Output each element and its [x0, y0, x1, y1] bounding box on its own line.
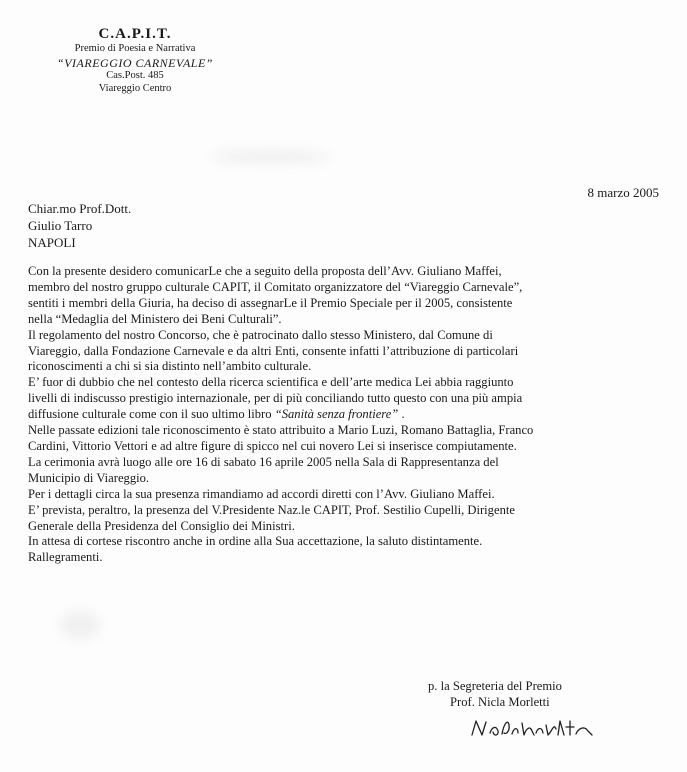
scan-smudge [60, 610, 100, 640]
book-title: “Sanità senza frontiere” [274, 407, 399, 422]
postal-box: Cas.Post. 485 [106, 69, 164, 81]
signatory-name: Prof. Nicla Morletti [450, 695, 550, 709]
body-line: livelli di indiscusso prestigio internazionale, per di più conciliando tutto questo con una più ampia [28, 391, 523, 406]
body-line: La cerimonia avrà luogo alle ore 16 di sabato 16 aprile 2005 nella Sala di Rappresentanza del [28, 454, 499, 469]
letter-body [28, 264, 668, 566]
scan-smudge [210, 150, 330, 164]
prize-description: Premio di Poesia e Narrativa [74, 43, 196, 54]
body-line: membro del nostro gruppo culturale CAPIT, il Comitato organizzatore del “Viareggio Carnevale”, [28, 279, 523, 294]
body-line: nella “Medaglia del Ministero dei Beni Culturali”. [28, 311, 282, 326]
body-line: Cardini, Vittorio Vettori e ad altre figure di spicco nel cui novero Lei si inserisce compiutamente. [28, 438, 517, 453]
body-line: riconoscimenti a chi si sia distinto nell’ambito culturale. [28, 359, 312, 374]
signature-block [428, 678, 562, 710]
recipient-name: Giulio Tarro [28, 218, 93, 233]
body-line: Nelle passate edizioni tale riconoscimento è stato attribuito a Mario Luzi, Romano Battaglia, Franco [28, 423, 534, 438]
recipient-block [28, 200, 131, 251]
organization-name: C.A.P.I.T. [98, 26, 172, 42]
body-line: Rallegramenti. [28, 550, 103, 565]
signature-role: p. la Segreteria del Premio [428, 679, 562, 693]
body-line [28, 407, 668, 423]
prize-name: “VIAREGGIO CARNEVALE” [57, 55, 213, 70]
letterhead [50, 25, 220, 95]
recipient-title: Chiar.mo Prof.Dott. [28, 201, 132, 216]
body-line: Il regolamento del nostro Concorso, che è patrocinato dallo stesso Ministero, dal Comune di [28, 327, 493, 342]
address-city: Viareggio Centro [98, 82, 172, 94]
body-line: Municipio di Viareggio. [28, 470, 150, 485]
body-line: E’ fuor di dubbio che nel contesto della ricerca scientifica e dell’arte medica Lei abbia raggiunto [28, 375, 514, 390]
body-line: In attesa di cortese riscontro anche in ordine alla Sua accettazione, la saluto distintamente. [28, 534, 483, 549]
body-line: E’ prevista, peraltro, la presenza del V.Presidente Naz.le CAPIT, Prof. Sestilio Cupelli, Dirigente [28, 502, 515, 517]
body-line: Con la presente desidero comunicarLe che a seguito della proposta dell’Avv. Giuliano Maffei, [28, 264, 502, 278]
body-text: . [398, 407, 405, 422]
body-line: Per i dettagli circa la sua presenza rimandiamo ad accordi diretti con l’Avv. Giuliano Maffei. [28, 486, 495, 501]
body-line: Viareggio, dalla Fondazione Carnevale e da altri Enti, consente infatti l’attribuzione di particolari [28, 343, 519, 358]
letter-date: 8 marzo 2005 [587, 185, 659, 200]
handwritten-signature [468, 713, 598, 743]
body-text: diffusione culturale come con il suo ultimo libro [28, 407, 275, 422]
recipient-city: NAPOLI [28, 235, 76, 250]
body-line: sentiti i membri della Giuria, ha deciso di assegnarLe il Premio Speciale per il 2005, consistente [28, 295, 513, 310]
body-line: Generale della Presidenza del Consiglio dei Ministri. [28, 518, 295, 533]
